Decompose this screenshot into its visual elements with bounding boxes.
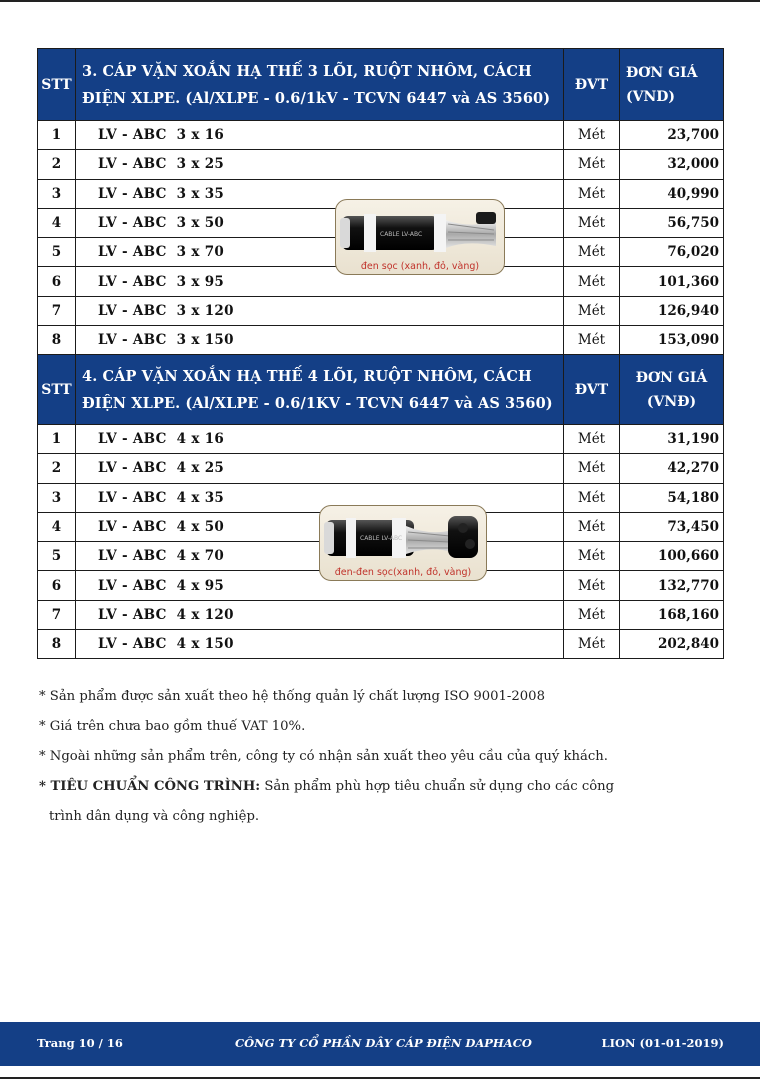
row-price: 40,990: [620, 179, 724, 208]
header-title-line2: ĐIỆN XLPE. (Al/XLPE - 0.6/1KV - TCVN 6447 và AS 3560): [82, 394, 553, 412]
note-iso: * Sản phẩm được sản xuất theo hệ thống quản lý chất lượng ISO 9001-2008: [39, 689, 545, 704]
row-unit: Mét: [564, 326, 620, 355]
row-stt: 8: [38, 630, 76, 659]
header-price: [620, 49, 724, 121]
cable-3-core-image: [335, 199, 505, 275]
row-unit: Mét: [564, 630, 620, 659]
row-product: LV - ABC 3 x 70: [76, 238, 564, 267]
row-price: 76,020: [620, 238, 724, 267]
row-stt: 1: [38, 425, 76, 454]
row-price: 126,940: [620, 296, 724, 325]
row-unit: Mét: [564, 296, 620, 325]
row-price: 132,770: [620, 571, 724, 600]
row-price: 23,700: [620, 121, 724, 150]
row-price: 56,750: [620, 208, 724, 237]
row-stt: 1: [38, 121, 76, 150]
header-title-line1: 3. CÁP VẶN XOẮN HẠ THẾ 3 LÕI, RUỘT NHÔM, CÁCH: [82, 62, 532, 80]
row-price: 32,000: [620, 150, 724, 179]
cable-4-core-image: [319, 505, 487, 581]
svg-text:CABLE LV-ABC: CABLE LV-ABC: [360, 535, 403, 542]
row-product: LV - ABC 4 x 120: [76, 600, 564, 629]
row-price: 54,180: [620, 483, 724, 512]
row-stt: 5: [38, 238, 76, 267]
header-stt: STT: [38, 49, 76, 121]
row-unit: Mét: [564, 179, 620, 208]
table-row: [38, 425, 724, 454]
row-price: 42,270: [620, 454, 724, 483]
row-product: LV - ABC 4 x 95: [76, 571, 564, 600]
table-row: [38, 454, 724, 483]
row-stt: 7: [38, 296, 76, 325]
header-title: [76, 355, 564, 425]
header-unit: ĐVT: [564, 49, 620, 121]
row-price: 101,360: [620, 267, 724, 296]
row-unit: Mét: [564, 208, 620, 237]
row-unit: Mét: [564, 150, 620, 179]
header-price-line1: ĐƠN GIÁ: [626, 64, 698, 81]
row-unit: Mét: [564, 512, 620, 541]
table-row: [38, 121, 724, 150]
row-price: 168,160: [620, 600, 724, 629]
row-product: LV - ABC 4 x 70: [76, 542, 564, 571]
note-vat: * Giá trên chưa bao gồm thuế VAT 10%.: [39, 719, 306, 734]
row-product: LV - ABC 3 x 120: [76, 296, 564, 325]
row-product: LV - ABC 3 x 50: [76, 208, 564, 237]
header-price-line2: (VND): [626, 88, 676, 105]
row-stt: 7: [38, 600, 76, 629]
row-unit: Mét: [564, 238, 620, 267]
row-stt: 6: [38, 267, 76, 296]
header-title-line1: 4. CÁP VẶN XOẮN HẠ THẾ 4 LÕI, RUỘT NHÔM, CÁCH: [82, 367, 532, 385]
top-rule: [0, 0, 760, 2]
row-product: LV - ABC 4 x 35: [76, 483, 564, 512]
row-unit: Mét: [564, 267, 620, 296]
row-unit: Mét: [564, 483, 620, 512]
row-product: LV - ABC 3 x 95: [76, 267, 564, 296]
row-stt: 3: [38, 179, 76, 208]
row-unit: Mét: [564, 571, 620, 600]
row-unit: Mét: [564, 454, 620, 483]
row-stt: 2: [38, 454, 76, 483]
row-stt: 4: [38, 208, 76, 237]
cable-4-core-caption: đen-đen sọc(xanh, đỏ, vàng): [334, 567, 472, 578]
svg-text:CABLE LV-ABC: CABLE LV-ABC: [380, 231, 423, 238]
header-price-line1: ĐƠN GIÁ: [635, 369, 708, 386]
row-product: LV - ABC 3 x 16: [76, 121, 564, 150]
row-unit: Mét: [564, 542, 620, 571]
row-unit: Mét: [564, 121, 620, 150]
table-header-row: [38, 355, 724, 425]
row-product: LV - ABC 3 x 150: [76, 326, 564, 355]
row-price: 31,190: [620, 425, 724, 454]
row-unit: Mét: [564, 600, 620, 629]
page-footer: [0, 1022, 760, 1066]
row-stt: 5: [38, 542, 76, 571]
header-stt: STT: [38, 355, 76, 425]
header-price: [620, 355, 724, 425]
footer-document-code: LION (01-01-2019): [601, 1036, 724, 1050]
cable-3-core-caption: đen sọc (xanh, đỏ, vàng): [360, 261, 480, 272]
row-product: LV - ABC 3 x 35: [76, 179, 564, 208]
table-row: [38, 630, 724, 659]
table-row: [38, 150, 724, 179]
row-stt: 2: [38, 150, 76, 179]
table-row: [38, 326, 724, 355]
note-standard-text-line1: Sản phẩm phù hợp tiêu chuẩn sử dụng cho các công: [264, 779, 615, 794]
note-standard-label: * TIÊU CHUẨN CÔNG TRÌNH:: [39, 779, 261, 794]
row-product: LV - ABC 4 x 25: [76, 454, 564, 483]
table-row: [38, 600, 724, 629]
row-product: LV - ABC 4 x 16: [76, 425, 564, 454]
row-stt: 6: [38, 571, 76, 600]
row-unit: Mét: [564, 425, 620, 454]
note-standard-text-line2: trình dân dụng và công nghiệp.: [49, 809, 260, 824]
row-product: LV - ABC 4 x 50: [76, 512, 564, 541]
header-price-line2: (VNĐ): [646, 393, 697, 410]
table-row: [38, 296, 724, 325]
note-standard-line1: [39, 772, 729, 802]
notes-section: [39, 682, 729, 832]
row-stt: 3: [38, 483, 76, 512]
note-custom-order: * Ngoài những sản phẩm trên, công ty có nhận sản xuất theo yêu cầu của quý khách.: [39, 749, 608, 764]
row-product: LV - ABC 3 x 25: [76, 150, 564, 179]
row-product: LV - ABC 4 x 150: [76, 630, 564, 659]
header-title-line2: ĐIỆN XLPE. (Al/XLPE - 0.6/1kV - TCVN 6447 và AS 3560): [82, 89, 551, 107]
note-standard: [39, 772, 729, 832]
row-stt: 4: [38, 512, 76, 541]
row-price: 202,840: [620, 630, 724, 659]
table-header-row: [38, 49, 724, 121]
header-unit: ĐVT: [564, 355, 620, 425]
row-price: 73,450: [620, 512, 724, 541]
header-title: [76, 49, 564, 121]
row-price: 100,660: [620, 542, 724, 571]
row-price: 153,090: [620, 326, 724, 355]
footer-company-name: CÔNG TY CỔ PHẦN DÂY CÁP ĐIỆN DAPHACO: [235, 1036, 532, 1050]
footer-page-number: Trang 10 / 16: [37, 1036, 123, 1050]
row-stt: 8: [38, 326, 76, 355]
